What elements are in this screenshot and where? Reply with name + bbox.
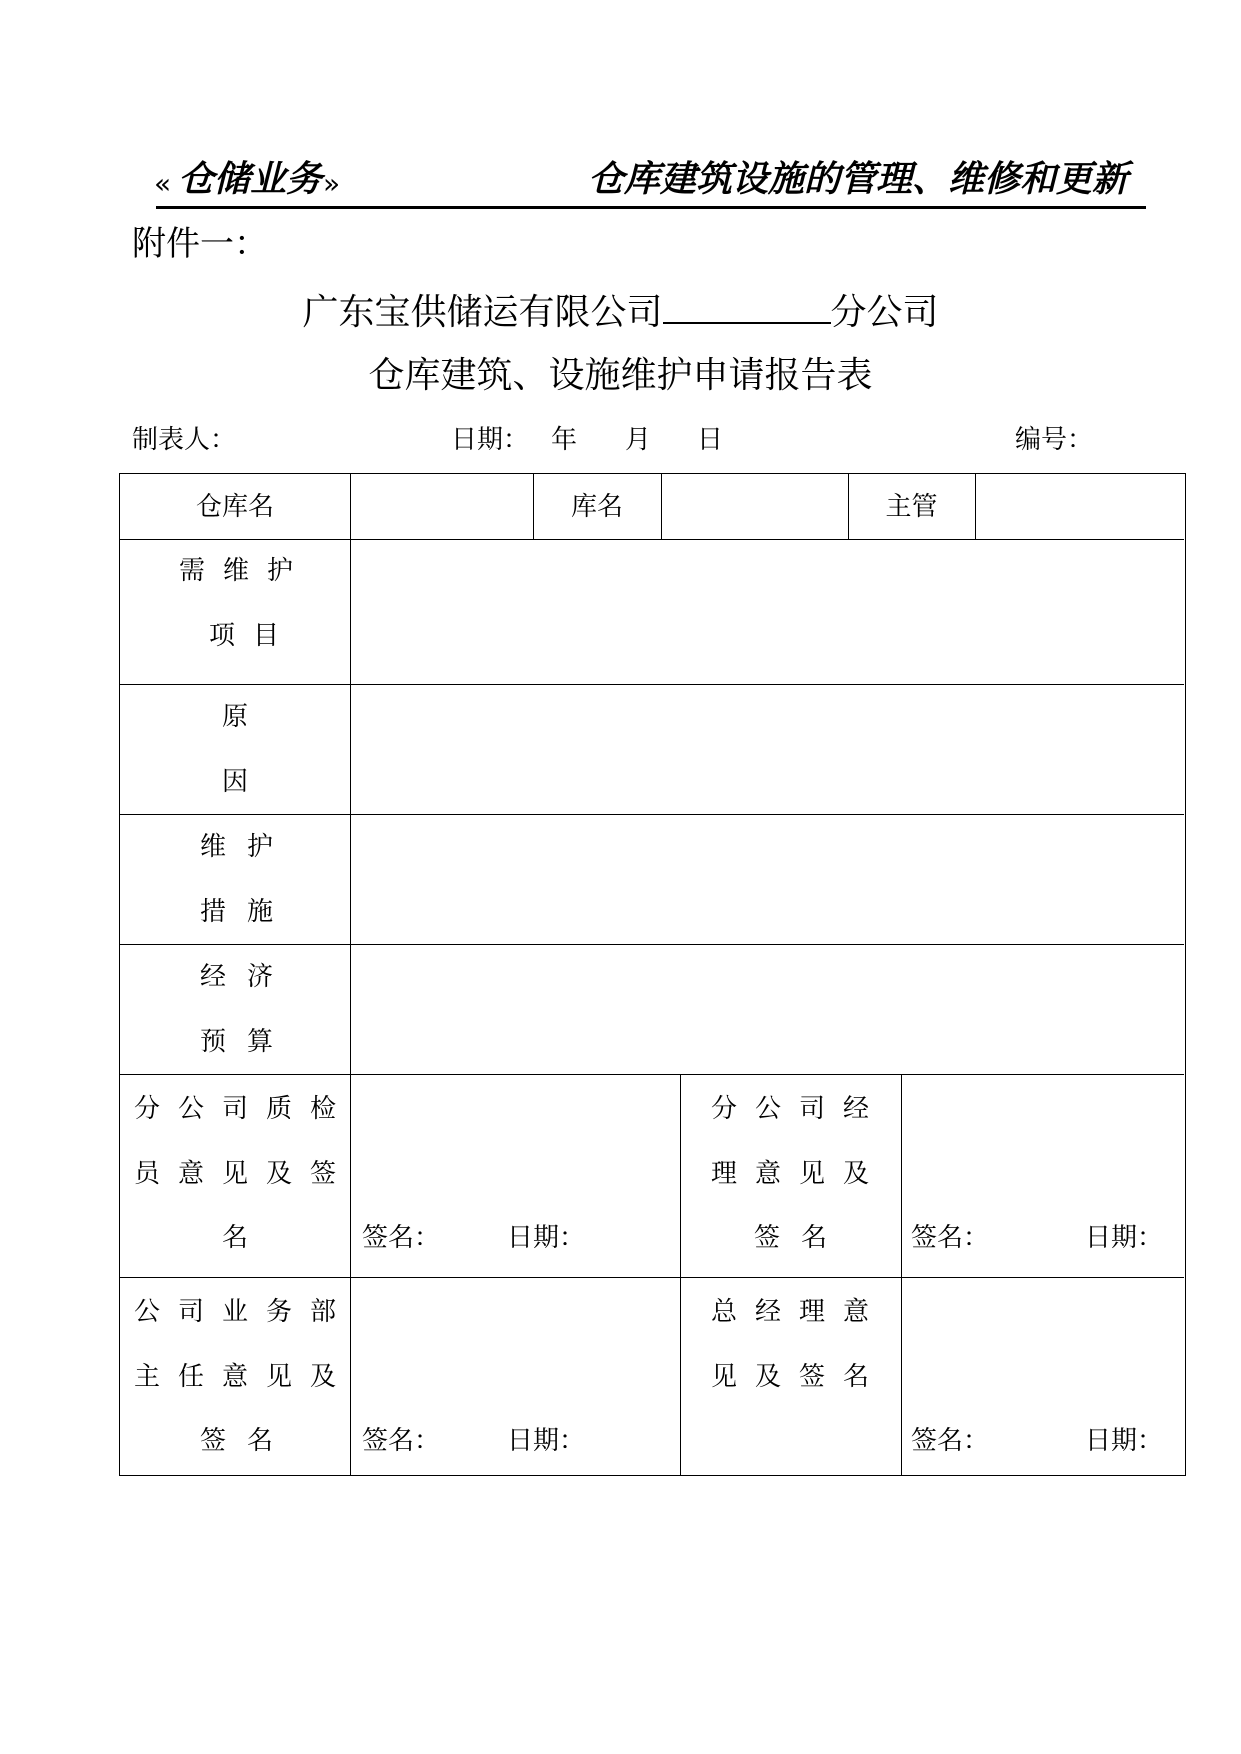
branch-name-blank[interactable] [663, 288, 831, 324]
branch-qc-sign-label: 签名： [362, 1223, 441, 1253]
running-header [156, 158, 1146, 209]
header-chapter-title: 仓库建筑设施的管理、维修和更新 [588, 159, 1129, 200]
dept-director-date-label: 日期： [507, 1426, 586, 1456]
warehouse-name-field[interactable] [351, 475, 533, 538]
company-name: 广东宝供储运有限公司 [302, 292, 663, 333]
store-name-label: 库名 [570, 492, 623, 522]
row-divider [120, 1074, 1184, 1075]
year-label: 年 [551, 425, 578, 455]
row-divider [120, 539, 1184, 540]
maintenance-item-label-1: 需维护 [179, 556, 312, 586]
measures-label-2: 措施 [200, 897, 295, 927]
col-divider [680, 1074, 681, 1475]
number-label: 编号： [1015, 425, 1094, 455]
dept-director-label-2: 主任意见及 [134, 1362, 355, 1392]
maintenance-item-field[interactable] [351, 541, 1183, 683]
reason-label-1: 原 [221, 702, 248, 732]
measures-field[interactable] [351, 816, 1183, 943]
row-divider [120, 814, 1184, 815]
dept-director-label-1: 公司业务部 [134, 1297, 355, 1327]
header-section: 仓储业务 [178, 159, 323, 200]
branch-manager-label-3: 签名 [754, 1223, 849, 1253]
budget-label-1: 经济 [200, 962, 295, 992]
supervisor-field[interactable] [976, 475, 1183, 538]
company-title [0, 288, 1241, 337]
dept-director-label-3: 签名 [200, 1426, 295, 1456]
row-divider [120, 944, 1184, 945]
warehouse-name-label: 仓库名 [195, 492, 274, 522]
dept-director-sign-label: 签名： [362, 1426, 441, 1456]
branch-manager-date-label: 日期： [1085, 1223, 1164, 1253]
branch-qc-date-label: 日期： [507, 1223, 586, 1253]
general-manager-label-2: 见及签名 [711, 1362, 888, 1392]
general-manager-label-1: 总经理意 [711, 1297, 888, 1327]
measures-label-1: 维护 [200, 832, 295, 862]
branch-manager-label-1: 分公司经 [711, 1094, 888, 1124]
branch-manager-sign-label: 签名： [911, 1223, 990, 1253]
branch-suffix: 分公司 [830, 292, 939, 333]
branch-qc-label-3: 名 [221, 1223, 248, 1253]
branch-qc-label-2: 员意见及签 [134, 1159, 355, 1189]
month-label: 月 [625, 425, 652, 455]
attachment-label: 附件一： [132, 224, 268, 264]
branch-manager-label-2: 理意见及 [711, 1159, 888, 1189]
form-title: 仓库建筑、设施维护申请报告表 [368, 355, 873, 396]
budget-field[interactable] [351, 946, 1183, 1073]
row-divider [120, 1277, 1184, 1278]
header-quote-close: » [323, 167, 341, 200]
store-name-field[interactable] [662, 475, 848, 538]
supervisor-label: 主管 [885, 492, 938, 522]
general-manager-sign-label: 签名： [911, 1426, 990, 1456]
reason-field[interactable] [351, 686, 1183, 813]
maintenance-item-label-2: 项目 [209, 621, 298, 651]
date-label: 日期： [451, 425, 530, 455]
maintenance-request-table [119, 473, 1186, 1476]
branch-qc-label-1: 分公司质检 [134, 1094, 355, 1124]
day-label: 日 [697, 425, 724, 455]
reason-label-2: 因 [221, 767, 248, 797]
general-manager-date-label: 日期： [1085, 1426, 1164, 1456]
header-quote-open: « [154, 167, 172, 200]
row-divider [120, 684, 1184, 685]
budget-label-2: 预算 [200, 1027, 295, 1057]
maker-label: 制表人： [132, 425, 237, 455]
